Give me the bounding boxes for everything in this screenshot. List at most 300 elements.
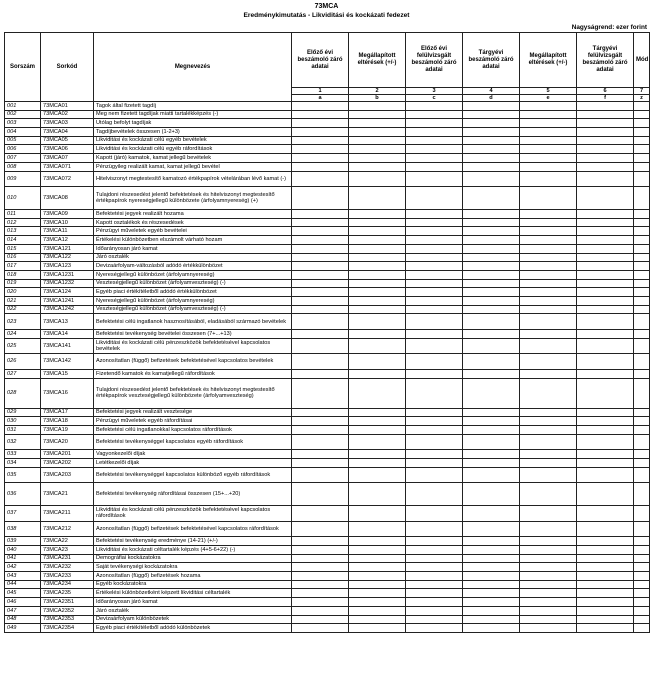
- value-cell-2[interactable]: [349, 589, 406, 598]
- value-cell-3[interactable]: [406, 119, 463, 128]
- value-cell-3[interactable]: [406, 329, 463, 338]
- value-cell-6[interactable]: [577, 369, 634, 378]
- value-cell-5[interactable]: [520, 218, 577, 227]
- value-cell-2[interactable]: [349, 537, 406, 546]
- value-cell-3[interactable]: [406, 483, 463, 506]
- value-cell-2[interactable]: [349, 624, 406, 633]
- value-cell-7[interactable]: [634, 598, 650, 607]
- value-cell-1[interactable]: [292, 624, 349, 633]
- value-cell-2[interactable]: [349, 288, 406, 297]
- value-cell-1[interactable]: [292, 546, 349, 555]
- value-cell-3[interactable]: [406, 128, 463, 137]
- value-cell-6[interactable]: [577, 624, 634, 633]
- value-cell-2[interactable]: [349, 270, 406, 279]
- value-cell-2[interactable]: [349, 369, 406, 378]
- value-cell-1[interactable]: [292, 483, 349, 506]
- value-cell-1[interactable]: [292, 378, 349, 408]
- value-cell-1[interactable]: [292, 338, 349, 354]
- value-cell-6[interactable]: [577, 354, 634, 370]
- value-cell-1[interactable]: [292, 102, 349, 111]
- value-cell-7[interactable]: [634, 110, 650, 119]
- value-cell-5[interactable]: [520, 314, 577, 330]
- value-cell-2[interactable]: [349, 546, 406, 555]
- value-cell-5[interactable]: [520, 537, 577, 546]
- value-cell-5[interactable]: [520, 227, 577, 236]
- value-cell-5[interactable]: [520, 102, 577, 111]
- value-cell-4[interactable]: [463, 506, 520, 522]
- value-cell-5[interactable]: [520, 580, 577, 589]
- value-cell-6[interactable]: [577, 314, 634, 330]
- value-cell-4[interactable]: [463, 227, 520, 236]
- value-cell-4[interactable]: [463, 554, 520, 563]
- value-cell-1[interactable]: [292, 506, 349, 522]
- value-cell-2[interactable]: [349, 458, 406, 467]
- value-cell-7[interactable]: [634, 145, 650, 154]
- value-cell-3[interactable]: [406, 171, 463, 187]
- value-cell-3[interactable]: [406, 417, 463, 426]
- value-cell-5[interactable]: [520, 417, 577, 426]
- value-cell-5[interactable]: [520, 589, 577, 598]
- value-cell-1[interactable]: [292, 279, 349, 288]
- value-cell-6[interactable]: [577, 589, 634, 598]
- value-cell-3[interactable]: [406, 288, 463, 297]
- value-cell-6[interactable]: [577, 262, 634, 271]
- value-cell-6[interactable]: [577, 270, 634, 279]
- value-cell-2[interactable]: [349, 554, 406, 563]
- value-cell-5[interactable]: [520, 136, 577, 145]
- value-cell-3[interactable]: [406, 546, 463, 555]
- value-cell-3[interactable]: [406, 210, 463, 219]
- value-cell-5[interactable]: [520, 450, 577, 459]
- value-cell-4[interactable]: [463, 128, 520, 137]
- value-cell-7[interactable]: [634, 253, 650, 262]
- value-cell-3[interactable]: [406, 378, 463, 408]
- value-cell-4[interactable]: [463, 279, 520, 288]
- value-cell-7[interactable]: [634, 305, 650, 314]
- value-cell-2[interactable]: [349, 483, 406, 506]
- value-cell-2[interactable]: [349, 102, 406, 111]
- value-cell-5[interactable]: [520, 425, 577, 434]
- value-cell-7[interactable]: [634, 128, 650, 137]
- value-cell-1[interactable]: [292, 136, 349, 145]
- value-cell-2[interactable]: [349, 296, 406, 305]
- value-cell-7[interactable]: [634, 314, 650, 330]
- value-cell-3[interactable]: [406, 589, 463, 598]
- value-cell-6[interactable]: [577, 408, 634, 417]
- value-cell-5[interactable]: [520, 615, 577, 624]
- value-cell-2[interactable]: [349, 145, 406, 154]
- value-cell-3[interactable]: [406, 262, 463, 271]
- value-cell-2[interactable]: [349, 227, 406, 236]
- value-cell-6[interactable]: [577, 244, 634, 253]
- value-cell-2[interactable]: [349, 253, 406, 262]
- value-cell-2[interactable]: [349, 154, 406, 163]
- value-cell-5[interactable]: [520, 506, 577, 522]
- value-cell-1[interactable]: [292, 450, 349, 459]
- value-cell-1[interactable]: [292, 128, 349, 137]
- value-cell-4[interactable]: [463, 537, 520, 546]
- value-cell-4[interactable]: [463, 171, 520, 187]
- value-cell-7[interactable]: [634, 537, 650, 546]
- value-cell-7[interactable]: [634, 338, 650, 354]
- value-cell-6[interactable]: [577, 434, 634, 450]
- value-cell-3[interactable]: [406, 598, 463, 607]
- value-cell-4[interactable]: [463, 580, 520, 589]
- value-cell-2[interactable]: [349, 506, 406, 522]
- value-cell-4[interactable]: [463, 598, 520, 607]
- value-cell-6[interactable]: [577, 102, 634, 111]
- value-cell-7[interactable]: [634, 483, 650, 506]
- value-cell-5[interactable]: [520, 128, 577, 137]
- value-cell-7[interactable]: [634, 580, 650, 589]
- value-cell-5[interactable]: [520, 253, 577, 262]
- value-cell-5[interactable]: [520, 145, 577, 154]
- value-cell-1[interactable]: [292, 615, 349, 624]
- value-cell-1[interactable]: [292, 329, 349, 338]
- value-cell-1[interactable]: [292, 554, 349, 563]
- value-cell-7[interactable]: [634, 572, 650, 581]
- value-cell-4[interactable]: [463, 521, 520, 537]
- value-cell-1[interactable]: [292, 119, 349, 128]
- value-cell-4[interactable]: [463, 483, 520, 506]
- value-cell-4[interactable]: [463, 458, 520, 467]
- value-cell-4[interactable]: [463, 572, 520, 581]
- value-cell-5[interactable]: [520, 288, 577, 297]
- value-cell-3[interactable]: [406, 369, 463, 378]
- value-cell-1[interactable]: [292, 589, 349, 598]
- value-cell-2[interactable]: [349, 262, 406, 271]
- value-cell-3[interactable]: [406, 154, 463, 163]
- value-cell-2[interactable]: [349, 314, 406, 330]
- value-cell-5[interactable]: [520, 624, 577, 633]
- value-cell-7[interactable]: [634, 270, 650, 279]
- value-cell-1[interactable]: [292, 154, 349, 163]
- value-cell-7[interactable]: [634, 378, 650, 408]
- value-cell-4[interactable]: [463, 589, 520, 598]
- value-cell-3[interactable]: [406, 314, 463, 330]
- value-cell-5[interactable]: [520, 521, 577, 537]
- value-cell-7[interactable]: [634, 606, 650, 615]
- value-cell-7[interactable]: [634, 288, 650, 297]
- value-cell-3[interactable]: [406, 136, 463, 145]
- value-cell-1[interactable]: [292, 227, 349, 236]
- value-cell-6[interactable]: [577, 554, 634, 563]
- value-cell-2[interactable]: [349, 162, 406, 171]
- value-cell-6[interactable]: [577, 563, 634, 572]
- value-cell-4[interactable]: [463, 270, 520, 279]
- value-cell-6[interactable]: [577, 425, 634, 434]
- value-cell-4[interactable]: [463, 378, 520, 408]
- value-cell-3[interactable]: [406, 102, 463, 111]
- value-cell-7[interactable]: [634, 102, 650, 111]
- value-cell-5[interactable]: [520, 187, 577, 210]
- value-cell-5[interactable]: [520, 467, 577, 483]
- value-cell-1[interactable]: [292, 262, 349, 271]
- value-cell-5[interactable]: [520, 458, 577, 467]
- value-cell-1[interactable]: [292, 458, 349, 467]
- value-cell-6[interactable]: [577, 338, 634, 354]
- value-cell-3[interactable]: [406, 467, 463, 483]
- value-cell-6[interactable]: [577, 210, 634, 219]
- value-cell-2[interactable]: [349, 187, 406, 210]
- value-cell-3[interactable]: [406, 187, 463, 210]
- value-cell-5[interactable]: [520, 338, 577, 354]
- value-cell-4[interactable]: [463, 119, 520, 128]
- value-cell-4[interactable]: [463, 546, 520, 555]
- value-cell-4[interactable]: [463, 218, 520, 227]
- value-cell-4[interactable]: [463, 253, 520, 262]
- value-cell-6[interactable]: [577, 598, 634, 607]
- value-cell-2[interactable]: [349, 244, 406, 253]
- value-cell-6[interactable]: [577, 580, 634, 589]
- value-cell-3[interactable]: [406, 236, 463, 245]
- value-cell-5[interactable]: [520, 244, 577, 253]
- value-cell-6[interactable]: [577, 253, 634, 262]
- value-cell-5[interactable]: [520, 572, 577, 581]
- value-cell-2[interactable]: [349, 218, 406, 227]
- value-cell-7[interactable]: [634, 369, 650, 378]
- value-cell-6[interactable]: [577, 187, 634, 210]
- value-cell-3[interactable]: [406, 615, 463, 624]
- value-cell-2[interactable]: [349, 354, 406, 370]
- value-cell-7[interactable]: [634, 563, 650, 572]
- value-cell-7[interactable]: [634, 136, 650, 145]
- value-cell-6[interactable]: [577, 483, 634, 506]
- value-cell-3[interactable]: [406, 425, 463, 434]
- value-cell-2[interactable]: [349, 425, 406, 434]
- value-cell-5[interactable]: [520, 279, 577, 288]
- value-cell-3[interactable]: [406, 162, 463, 171]
- value-cell-6[interactable]: [577, 171, 634, 187]
- value-cell-2[interactable]: [349, 572, 406, 581]
- value-cell-7[interactable]: [634, 154, 650, 163]
- value-cell-4[interactable]: [463, 136, 520, 145]
- value-cell-3[interactable]: [406, 227, 463, 236]
- value-cell-3[interactable]: [406, 270, 463, 279]
- value-cell-7[interactable]: [634, 329, 650, 338]
- value-cell-3[interactable]: [406, 145, 463, 154]
- value-cell-6[interactable]: [577, 467, 634, 483]
- value-cell-7[interactable]: [634, 244, 650, 253]
- value-cell-4[interactable]: [463, 467, 520, 483]
- value-cell-7[interactable]: [634, 236, 650, 245]
- value-cell-7[interactable]: [634, 467, 650, 483]
- value-cell-4[interactable]: [463, 314, 520, 330]
- value-cell-1[interactable]: [292, 354, 349, 370]
- value-cell-1[interactable]: [292, 425, 349, 434]
- value-cell-4[interactable]: [463, 450, 520, 459]
- value-cell-4[interactable]: [463, 262, 520, 271]
- value-cell-4[interactable]: [463, 354, 520, 370]
- value-cell-2[interactable]: [349, 110, 406, 119]
- value-cell-1[interactable]: [292, 369, 349, 378]
- value-cell-5[interactable]: [520, 154, 577, 163]
- value-cell-2[interactable]: [349, 210, 406, 219]
- value-cell-6[interactable]: [577, 296, 634, 305]
- value-cell-6[interactable]: [577, 227, 634, 236]
- value-cell-1[interactable]: [292, 218, 349, 227]
- value-cell-2[interactable]: [349, 171, 406, 187]
- value-cell-4[interactable]: [463, 369, 520, 378]
- value-cell-5[interactable]: [520, 171, 577, 187]
- value-cell-4[interactable]: [463, 408, 520, 417]
- value-cell-2[interactable]: [349, 606, 406, 615]
- value-cell-7[interactable]: [634, 227, 650, 236]
- value-cell-3[interactable]: [406, 305, 463, 314]
- value-cell-6[interactable]: [577, 136, 634, 145]
- value-cell-5[interactable]: [520, 305, 577, 314]
- value-cell-7[interactable]: [634, 624, 650, 633]
- value-cell-3[interactable]: [406, 296, 463, 305]
- value-cell-1[interactable]: [292, 187, 349, 210]
- value-cell-4[interactable]: [463, 425, 520, 434]
- value-cell-3[interactable]: [406, 110, 463, 119]
- value-cell-7[interactable]: [634, 408, 650, 417]
- value-cell-4[interactable]: [463, 210, 520, 219]
- value-cell-2[interactable]: [349, 408, 406, 417]
- value-cell-1[interactable]: [292, 253, 349, 262]
- value-cell-6[interactable]: [577, 458, 634, 467]
- value-cell-4[interactable]: [463, 624, 520, 633]
- value-cell-1[interactable]: [292, 434, 349, 450]
- value-cell-6[interactable]: [577, 162, 634, 171]
- value-cell-3[interactable]: [406, 521, 463, 537]
- value-cell-3[interactable]: [406, 253, 463, 262]
- value-cell-4[interactable]: [463, 563, 520, 572]
- value-cell-2[interactable]: [349, 450, 406, 459]
- value-cell-2[interactable]: [349, 615, 406, 624]
- value-cell-5[interactable]: [520, 546, 577, 555]
- value-cell-1[interactable]: [292, 288, 349, 297]
- value-cell-5[interactable]: [520, 563, 577, 572]
- value-cell-1[interactable]: [292, 145, 349, 154]
- value-cell-5[interactable]: [520, 329, 577, 338]
- value-cell-7[interactable]: [634, 450, 650, 459]
- value-cell-7[interactable]: [634, 354, 650, 370]
- value-cell-5[interactable]: [520, 354, 577, 370]
- value-cell-6[interactable]: [577, 450, 634, 459]
- value-cell-5[interactable]: [520, 296, 577, 305]
- value-cell-7[interactable]: [634, 589, 650, 598]
- value-cell-1[interactable]: [292, 244, 349, 253]
- value-cell-3[interactable]: [406, 408, 463, 417]
- value-cell-5[interactable]: [520, 162, 577, 171]
- value-cell-6[interactable]: [577, 378, 634, 408]
- value-cell-2[interactable]: [349, 598, 406, 607]
- value-cell-4[interactable]: [463, 288, 520, 297]
- value-cell-3[interactable]: [406, 354, 463, 370]
- value-cell-3[interactable]: [406, 506, 463, 522]
- value-cell-1[interactable]: [292, 572, 349, 581]
- value-cell-6[interactable]: [577, 218, 634, 227]
- value-cell-2[interactable]: [349, 119, 406, 128]
- value-cell-2[interactable]: [349, 279, 406, 288]
- value-cell-6[interactable]: [577, 145, 634, 154]
- value-cell-2[interactable]: [349, 563, 406, 572]
- value-cell-5[interactable]: [520, 262, 577, 271]
- value-cell-7[interactable]: [634, 615, 650, 624]
- value-cell-4[interactable]: [463, 162, 520, 171]
- value-cell-2[interactable]: [349, 338, 406, 354]
- value-cell-1[interactable]: [292, 408, 349, 417]
- value-cell-7[interactable]: [634, 554, 650, 563]
- value-cell-1[interactable]: [292, 467, 349, 483]
- value-cell-3[interactable]: [406, 458, 463, 467]
- value-cell-7[interactable]: [634, 210, 650, 219]
- value-cell-1[interactable]: [292, 563, 349, 572]
- value-cell-1[interactable]: [292, 236, 349, 245]
- value-cell-4[interactable]: [463, 244, 520, 253]
- value-cell-2[interactable]: [349, 136, 406, 145]
- value-cell-4[interactable]: [463, 145, 520, 154]
- value-cell-5[interactable]: [520, 606, 577, 615]
- value-cell-1[interactable]: [292, 417, 349, 426]
- value-cell-3[interactable]: [406, 624, 463, 633]
- value-cell-6[interactable]: [577, 154, 634, 163]
- value-cell-1[interactable]: [292, 537, 349, 546]
- value-cell-6[interactable]: [577, 572, 634, 581]
- value-cell-7[interactable]: [634, 279, 650, 288]
- value-cell-4[interactable]: [463, 296, 520, 305]
- value-cell-6[interactable]: [577, 506, 634, 522]
- value-cell-7[interactable]: [634, 296, 650, 305]
- value-cell-1[interactable]: [292, 314, 349, 330]
- value-cell-2[interactable]: [349, 305, 406, 314]
- value-cell-6[interactable]: [577, 119, 634, 128]
- value-cell-6[interactable]: [577, 329, 634, 338]
- value-cell-7[interactable]: [634, 187, 650, 210]
- value-cell-3[interactable]: [406, 218, 463, 227]
- value-cell-4[interactable]: [463, 606, 520, 615]
- value-cell-1[interactable]: [292, 305, 349, 314]
- value-cell-7[interactable]: [634, 171, 650, 187]
- value-cell-2[interactable]: [349, 378, 406, 408]
- value-cell-1[interactable]: [292, 606, 349, 615]
- value-cell-1[interactable]: [292, 296, 349, 305]
- value-cell-6[interactable]: [577, 279, 634, 288]
- value-cell-5[interactable]: [520, 119, 577, 128]
- value-cell-6[interactable]: [577, 606, 634, 615]
- value-cell-4[interactable]: [463, 434, 520, 450]
- value-cell-4[interactable]: [463, 305, 520, 314]
- value-cell-2[interactable]: [349, 434, 406, 450]
- value-cell-2[interactable]: [349, 329, 406, 338]
- value-cell-3[interactable]: [406, 554, 463, 563]
- value-cell-2[interactable]: [349, 128, 406, 137]
- value-cell-7[interactable]: [634, 262, 650, 271]
- value-cell-3[interactable]: [406, 606, 463, 615]
- value-cell-5[interactable]: [520, 236, 577, 245]
- value-cell-3[interactable]: [406, 244, 463, 253]
- value-cell-6[interactable]: [577, 110, 634, 119]
- value-cell-7[interactable]: [634, 218, 650, 227]
- value-cell-4[interactable]: [463, 329, 520, 338]
- value-cell-5[interactable]: [520, 110, 577, 119]
- value-cell-1[interactable]: [292, 580, 349, 589]
- value-cell-7[interactable]: [634, 162, 650, 171]
- value-cell-4[interactable]: [463, 110, 520, 119]
- value-cell-2[interactable]: [349, 236, 406, 245]
- value-cell-5[interactable]: [520, 210, 577, 219]
- value-cell-6[interactable]: [577, 417, 634, 426]
- value-cell-1[interactable]: [292, 598, 349, 607]
- value-cell-2[interactable]: [349, 521, 406, 537]
- value-cell-3[interactable]: [406, 572, 463, 581]
- value-cell-3[interactable]: [406, 434, 463, 450]
- value-cell-4[interactable]: [463, 102, 520, 111]
- value-cell-6[interactable]: [577, 546, 634, 555]
- value-cell-1[interactable]: [292, 210, 349, 219]
